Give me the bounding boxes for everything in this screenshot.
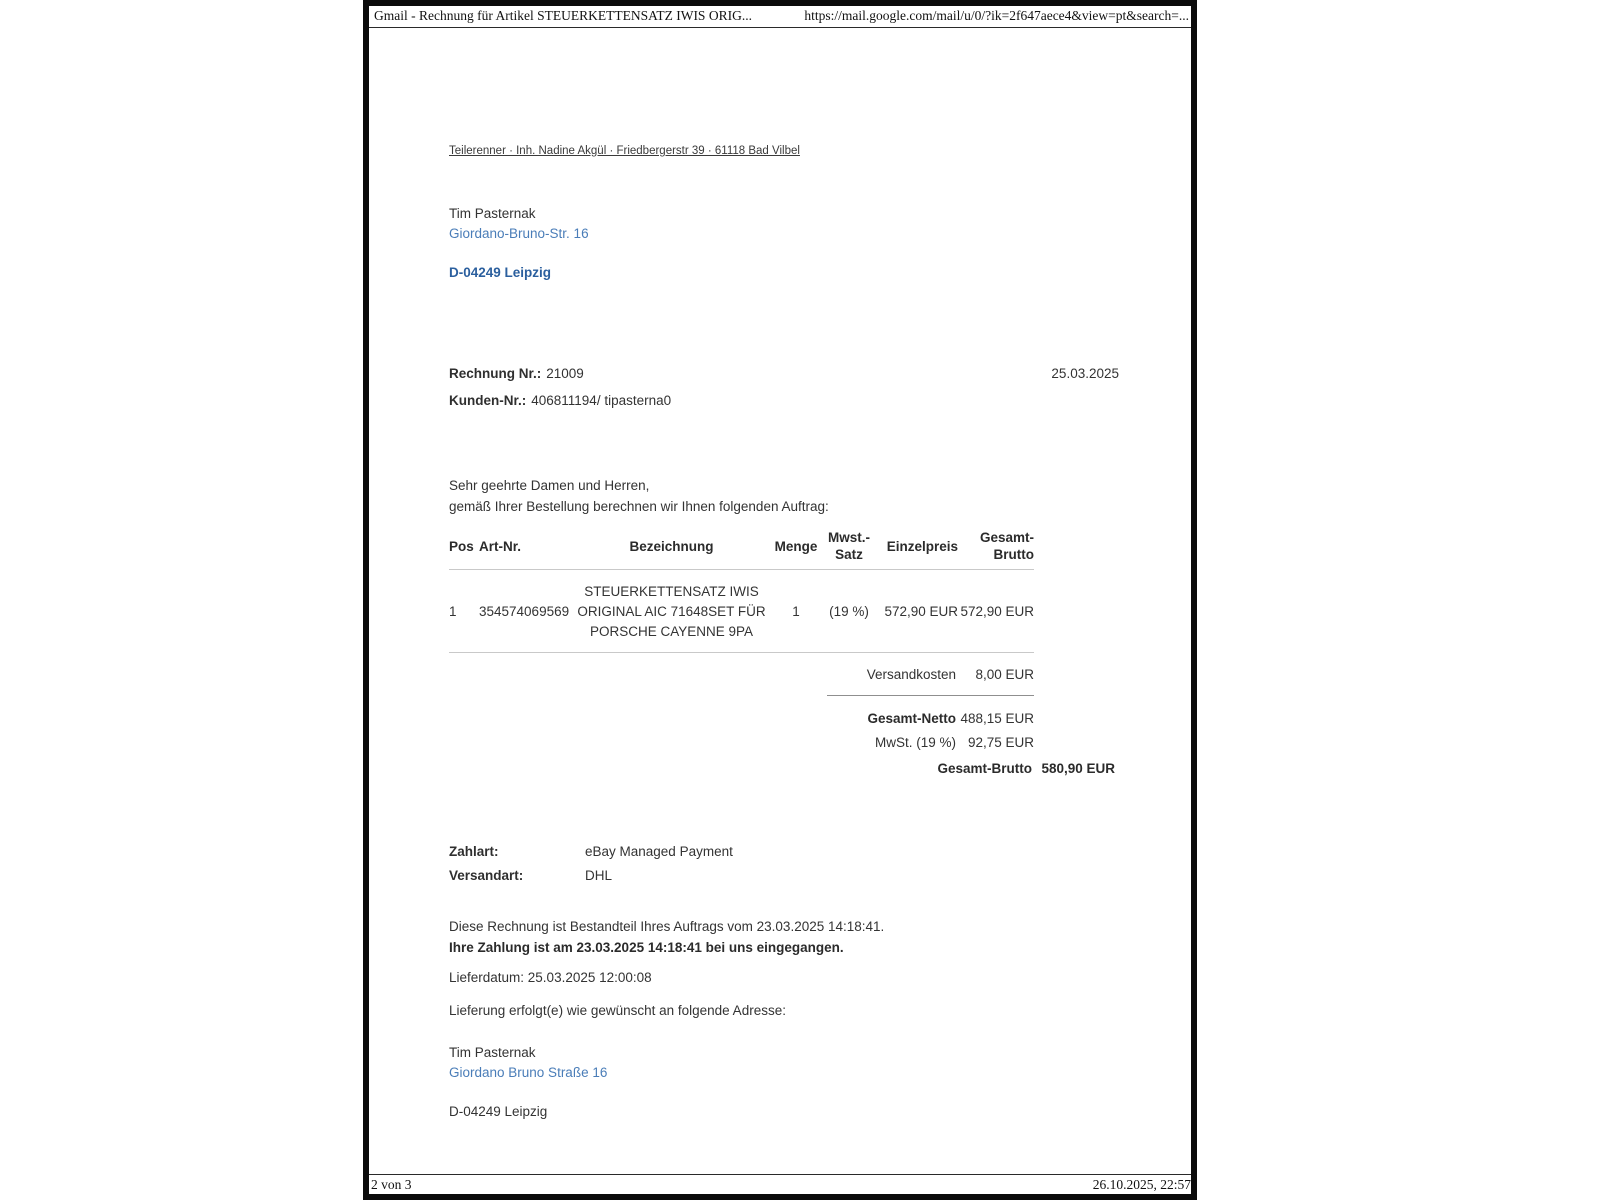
invoice-meta-row — [449, 366, 1119, 381]
order-notes-block — [449, 917, 884, 958]
customer-number-label: Kunden-Nr.: — [449, 393, 527, 408]
delivery-intro-line: Lieferung erfolgt(e) wie gewünscht an folgende Adresse: — [449, 1003, 786, 1018]
cell-einzelpreis: 572,90 EUR — [884, 604, 958, 619]
recipient-address-block — [449, 204, 589, 283]
header-bezeichnung: Bezeichnung — [629, 538, 714, 554]
customer-number-row — [449, 393, 671, 408]
header-gesamt-brutto: Gesamt-Brutto — [979, 530, 1034, 562]
header-art-nr: Art-Nr. — [479, 538, 522, 554]
table-row — [449, 570, 1034, 652]
header-menge: Menge — [774, 538, 818, 554]
header-divider — [369, 27, 1191, 28]
gross-total-value: 580,90 EUR — [1041, 761, 1115, 776]
payment-received-note: Ihre Zahlung ist am 23.03.2025 14:18:41 bei uns eingegangen. — [449, 939, 844, 955]
vat-row — [449, 733, 1034, 753]
customer-number-value: 406811194/ tipasterna0 — [531, 393, 672, 408]
header-einzelpreis: Einzelpreis — [886, 538, 958, 554]
shipping-method-label: Versandart: — [449, 868, 524, 883]
shipping-label: Versandkosten — [866, 667, 956, 682]
payment-method-row — [449, 840, 733, 864]
delivery-name: Tim Pasternak — [449, 1045, 536, 1060]
net-total-row — [449, 709, 1034, 729]
invoice-number-label: Rechnung Nr.: — [449, 366, 542, 381]
print-header-title: Gmail - Rechnung für Artikel STEUERKETTENSATZ IWIS ORIG... — [374, 8, 752, 23]
order-note: Diese Rechnung ist Bestandteil Ihres Auftrags vom 23.03.2025 14:18:41. — [449, 919, 885, 934]
print-header-url: https://mail.google.com/mail/u/0/?ik=2f647aece4&view=pt&search=... — [804, 8, 1189, 23]
greeting-line-1: Sehr geehrte Damen und Herren, — [449, 478, 650, 493]
vat-value: 92,75 EUR — [967, 735, 1034, 750]
payment-info-block — [449, 840, 733, 888]
header-mwst-satz: Mwst.-Satz — [828, 530, 870, 562]
payment-method-value: eBay Managed Payment — [585, 844, 733, 859]
recipient-name: Tim Pasternak — [449, 206, 536, 221]
print-footer — [371, 1177, 1191, 1193]
print-timestamp: 26.10.2025, 22:57 — [1092, 1177, 1191, 1192]
print-header — [374, 8, 1189, 24]
recipient-city: D-04249 Leipzig — [449, 265, 552, 280]
printed-page — [363, 0, 1197, 1200]
greeting-line-2: gemäß Ihrer Bestellung berechnen wir Ihnen folgenden Auftrag: — [449, 499, 829, 514]
cell-menge: 1 — [792, 604, 800, 619]
cell-bezeichnung: STEUERKETTENSATZ IWIS ORIGINAL AIC 71648SET FÜR PORSCHE CAYENNE 9PA — [577, 584, 766, 639]
items-table-header-row — [449, 523, 1034, 569]
totals-divider — [827, 695, 1034, 696]
page-number: 2 von 3 — [371, 1177, 412, 1192]
items-table — [449, 523, 1115, 779]
footer-divider — [369, 1174, 1191, 1175]
invoice-date: 25.03.2025 — [1051, 366, 1119, 381]
invoice-number-value: 21009 — [546, 366, 584, 381]
net-total-value: 488,15 EUR — [960, 711, 1034, 726]
recipient-street-link[interactable]: Giordano-Bruno-Str. 16 — [449, 226, 589, 241]
table-divider-bottom — [449, 652, 1034, 653]
shipping-row — [449, 665, 1034, 685]
cell-pos: 1 — [449, 604, 457, 619]
gross-total-row — [449, 759, 1115, 779]
delivery-address-block — [449, 1043, 607, 1122]
header-pos: Pos — [449, 538, 474, 554]
cell-mwst-satz: (19 %) — [829, 604, 869, 619]
delivery-street-link[interactable]: Giordano Bruno Straße 16 — [449, 1065, 608, 1080]
net-total-label: Gesamt-Netto — [867, 711, 956, 726]
greeting-block — [449, 475, 829, 517]
vat-label: MwSt. (19 %) — [874, 735, 956, 750]
payment-method-label: Zahlart: — [449, 844, 499, 859]
cell-gesamt-brutto: 572,90 EUR — [960, 604, 1034, 619]
shipping-method-value: DHL — [585, 868, 613, 883]
cell-art-nr: 354574069569 — [479, 604, 570, 619]
shipping-value: 8,00 EUR — [975, 667, 1034, 682]
gross-total-label: Gesamt-Brutto — [937, 761, 1032, 776]
shipping-method-row — [449, 864, 733, 888]
invoice-number-group — [449, 366, 584, 381]
delivery-date-line: Lieferdatum: 25.03.2025 12:00:08 — [449, 970, 652, 985]
delivery-city: D-04249 Leipzig — [449, 1104, 548, 1119]
sender-address-line: Teilerenner · Inh. Nadine Akgül · Friedbergerstr 39 · 61118 Bad Vilbel — [449, 145, 800, 157]
